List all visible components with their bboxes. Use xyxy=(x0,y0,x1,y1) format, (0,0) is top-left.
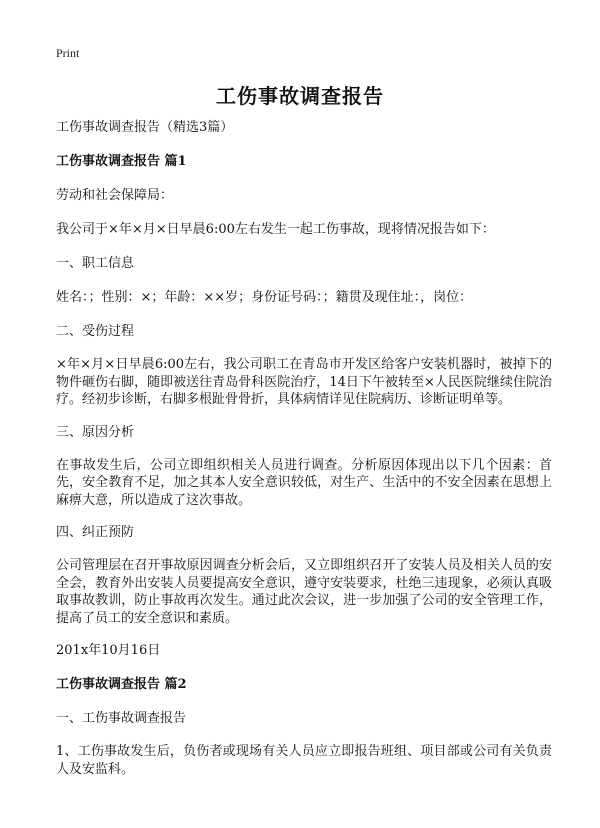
prevention-text: 公司管理层在召开事故原因调查分析会后，又立即组织召开了安装人员及相关人员的安全会，教育外出安装人员要提高安全意识，遵守安装要求，杜绝三违现象，必须认真吸取事故教训，防止事故再次发生。通过此次会议，进一步加强了公司的安全管理工作，提高了员工的安全意识和素质。 xyxy=(56,558,552,626)
cause-analysis-text: 在事故发生后，公司立即组织相关人员进行调查。分析原因体现出以下几个因素：首先，安全教育不足，加之其本人安全意识较低，对生产、生活中的不安全因素在思想上麻痹大意，所以造成了这次事故。 xyxy=(56,457,552,508)
injury-process-text: ×年×月×日早晨6:00左右，我公司职工在青岛市开发区给客户安装机器时，被掉下的物件砸伤右脚，随即被送往青岛骨科医院治疗，14日下午被转至×人民医院继续住院治疗。经初步诊断，右脚多根趾骨骨折，具体病情详见住院病历、诊断证明单等。 xyxy=(56,357,552,407)
section2-subheading: 一、工伤事故调查报告 xyxy=(56,711,187,726)
heading-employee-info: 一、职工信息 xyxy=(56,256,135,271)
employee-info-text: 姓名：；性别：×；年龄：××岁；身份证号码：；籍贯及现住址：，岗位： xyxy=(56,290,473,305)
document-body xyxy=(56,118,552,792)
section2-paragraph: 1、工伤事故发生后，负伤者或现场有关人员应立即报告班组、项目部或公司有关负责人及安监科。 xyxy=(56,744,552,777)
intro-paragraph: 我公司于×年×月×日早晨6:00左右发生一起工伤事故，现将情况报告如下： xyxy=(56,222,495,237)
print-label[interactable]: Print xyxy=(56,46,80,60)
heading-injury-process: 二、受伤过程 xyxy=(56,324,135,339)
addressee: 劳动和社会保障局： xyxy=(56,188,174,203)
heading-prevention: 四、纠正预防 xyxy=(56,525,135,540)
heading-cause-analysis: 三、原因分析 xyxy=(56,424,135,440)
section1-heading: 工伤事故调查报告 篇1 xyxy=(56,154,187,169)
report-date: 201x年10月16日 xyxy=(56,643,161,658)
section2-heading: 工伤事故调查报告 篇2 xyxy=(56,677,187,692)
document-subtitle: 工伤事故调查报告（精选3篇） xyxy=(56,120,234,135)
document-title: 工伤事故调查报告 xyxy=(216,84,384,108)
